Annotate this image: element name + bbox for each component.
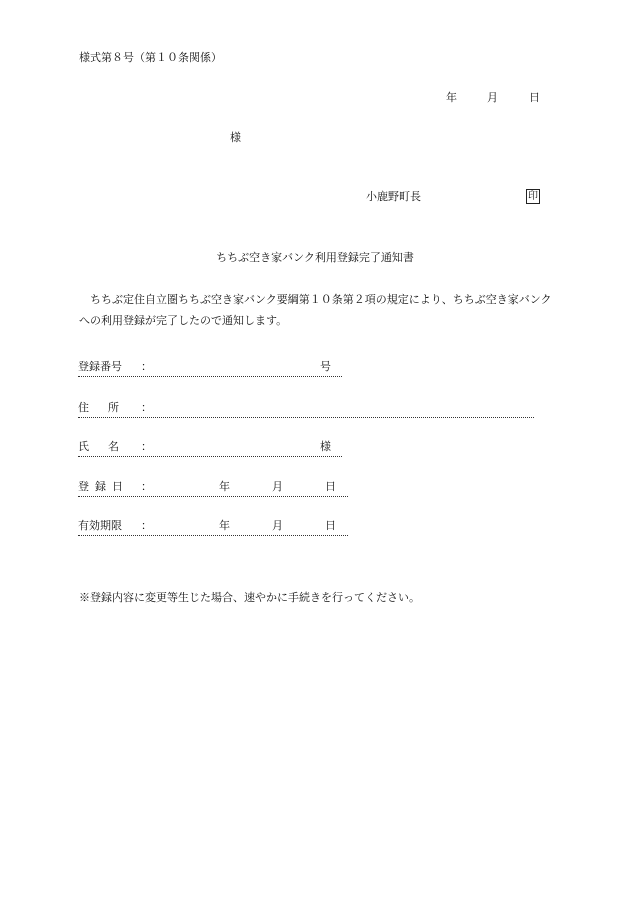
validity-period-day-unit: 日 — [325, 519, 336, 532]
field-colon: ： — [141, 480, 152, 493]
registration-date-label-second: 録 — [95, 480, 106, 493]
registration-date-field[interactable] — [78, 480, 348, 497]
address-label-second: 所 — [108, 401, 119, 414]
field-colon: ： — [141, 401, 152, 414]
name-label-first: 氏 — [78, 440, 89, 453]
address-field[interactable] — [78, 401, 534, 418]
registration-number-label: 登録番号 — [78, 360, 122, 373]
registration-number-field[interactable] — [78, 360, 342, 377]
name-label-second: 名 — [108, 440, 119, 453]
recipient-honorific: 様 — [230, 131, 241, 144]
registration-date-year-unit: 年 — [219, 480, 230, 493]
registration-date-label-third: 日 — [112, 480, 123, 493]
seal-mark: 印 — [528, 191, 538, 202]
validity-period-label: 有効期限 — [78, 519, 122, 532]
validity-period-year-unit: 年 — [219, 519, 230, 532]
name-honorific-suffix: 様 — [320, 440, 331, 453]
name-field[interactable] — [78, 440, 342, 457]
form-number: 様式第８号（第１０条関係） — [79, 51, 222, 64]
validity-period-month-unit: 月 — [272, 519, 283, 532]
field-colon: ： — [141, 360, 152, 373]
validity-period-field[interactable] — [78, 519, 348, 536]
registration-date-month-unit: 月 — [272, 480, 283, 493]
document-title: ちちぶ空き家バンク利用登録完了通知書 — [216, 251, 414, 264]
address-label-first: 住 — [78, 401, 89, 414]
body-text: ちちぶ定住自立圏ちちぶ空き家バンク要綱第１０条第２項の規定により、ちちぶ空き家バンクへの利用登録が完了したので通知します。 — [79, 293, 552, 327]
registration-date-day-unit: 日 — [325, 480, 336, 493]
date-year-unit: 年 — [446, 91, 457, 104]
field-colon: ： — [141, 440, 152, 453]
registration-date-label-first: 登 — [78, 480, 89, 493]
registration-number-suffix: 号 — [320, 360, 331, 373]
notice-text: ※登録内容に変更等生じた場合、速やかに手続きを行ってください。 — [79, 591, 420, 604]
issuer-name: 小鹿野町長 — [366, 190, 421, 203]
date-month-unit: 月 — [487, 91, 498, 104]
field-colon: ： — [141, 519, 152, 532]
date-day-unit: 日 — [529, 91, 540, 104]
